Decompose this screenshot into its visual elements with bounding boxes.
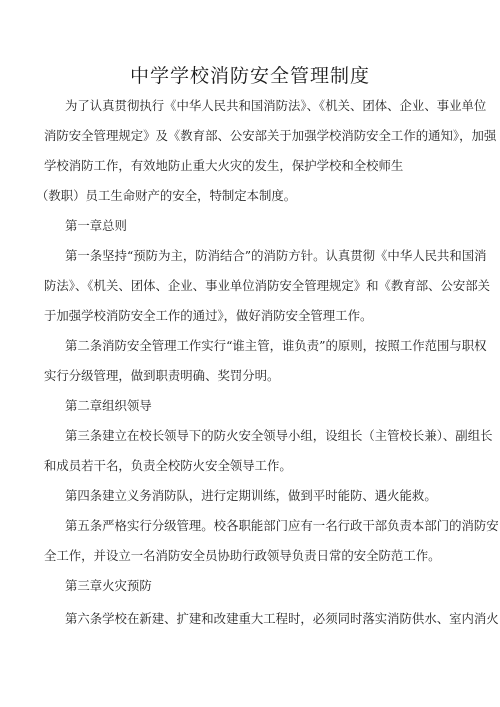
article-2-line-1: 第二条消防安全管理工作实行“谁主管，谁负责”的原则，按照工作范围与职权 — [65, 338, 487, 353]
article-5-line-2: 全工作，并设立一名消防安全员协助行政领导负责日常的安全防范工作。 — [44, 548, 441, 563]
article-1-line-3: 于加强学校消防安全工作的通过》，做好消防安全管理工作。 — [44, 308, 373, 323]
chapter-heading: 第一章总则 — [65, 218, 127, 233]
article-1-line-1: 第一条坚持“预防为主，防消结合”的消防方针。认真贯彻《中华人民共和国消 — [65, 248, 487, 263]
chapter-heading: 第二章组织领导 — [65, 398, 152, 413]
article-6-line-1: 第六条学校在新建、扩建和改建重大工程时，必须同时落实消防供水、室内消火 — [65, 611, 499, 626]
intro-line-4: （教职）员工生命财产的安全，特制定本制度。 — [36, 188, 297, 203]
article-4-line-1: 第四条建立义务消防队，进行定期训练，做到平时能防、遇火能救。 — [65, 488, 437, 503]
intro-line-3: 学校消防工作，有效地防止重大火灾的发生，保护学校和全校师生 — [44, 158, 404, 173]
article-2-line-2: 实行分级管理，做到职责明确、奖罚分明。 — [44, 368, 280, 383]
article-1-line-2: 防法》、《机关、团体、企业、事业单位消防安全管理规定》和《教育部、公安部关 — [44, 278, 491, 293]
article-5-line-1: 第五条严格实行分级管理。校各职能部门应有一名行政干部负责本部门的消防安 — [65, 518, 499, 533]
intro-line-2: 消防安全管理规定》及《教育部、公安部关于加强学校消防安全工作的通知》，加强 — [44, 128, 497, 143]
document-title: 中学学校消防安全管理制度 — [129, 65, 370, 87]
article-3-line-2: 和成员若干名，负责全校防火安全领导工作。 — [44, 458, 292, 473]
article-3-line-1: 第三条建立在校长领导下的防火安全领导小组，设组长（主管校长兼）、副组长 — [65, 428, 493, 443]
chapter-heading: 第三章火灾预防 — [65, 578, 152, 593]
intro-line-1: 为了认真贯彻执行《中华人民共和国消防法》、《机关、团体、企业、事业单位 — [65, 98, 487, 113]
